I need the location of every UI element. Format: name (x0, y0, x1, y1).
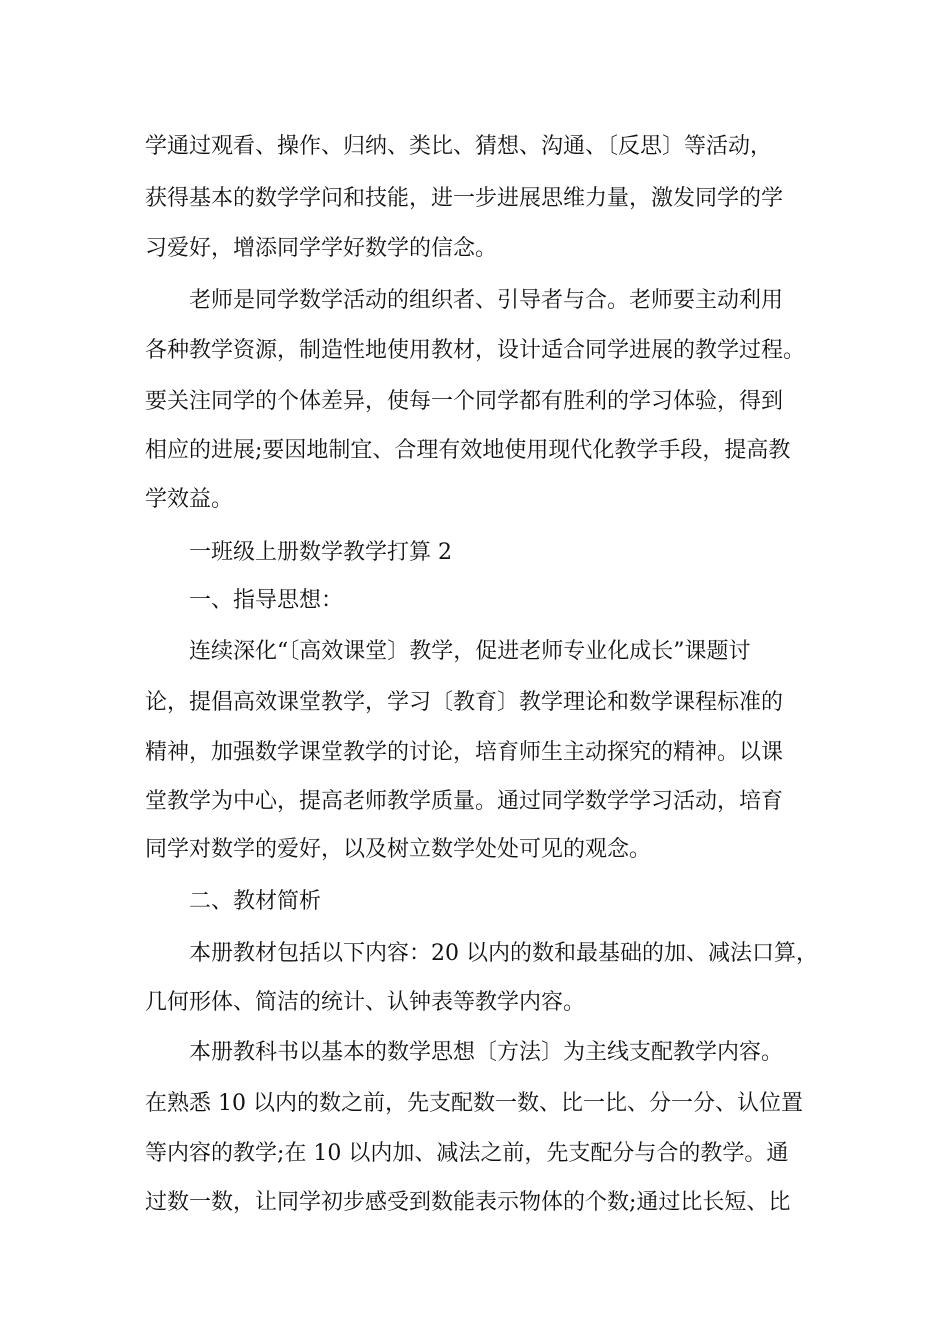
text-line: 同学对数学的爱好，以及树立数学处处可见的观念。 (145, 837, 652, 862)
text-line: 本册教科书以基本的数学思想〔方法〕为主线支配教学内容。 (189, 1040, 784, 1065)
text-line: 堂教学为中心，提高老师教学质量。通过同学数学学习活动，培育 (145, 789, 784, 814)
text-line: 本册教材包括以下内容：20 以内的数和最基础的加、减法口算， (189, 941, 818, 966)
text-line: 学通过观看、操作、归纳、类比、猜想、沟通、〔反思〕等活动， (145, 134, 773, 159)
section-heading: 一、指导思想： (189, 588, 344, 613)
text-line: 习爱好，增添同学学好数学的信念。 (145, 236, 498, 261)
section-title: 一班级上册数学教学打算 2 (189, 540, 452, 565)
text-line: 各种教学资源，制造性地使用教材，设计适合同学进展的教学过程。 (145, 338, 806, 363)
text-line: 几何形体、简洁的统计、认钟表等教学内容。 (145, 990, 586, 1015)
text-line: 获得基本的数学学问和技能，进一步进展思维力量，激发同学的学 (145, 186, 784, 211)
text-line: 过数一数，让同学初步感受到数能表示物体的个数;通过比长短、比 (145, 1190, 791, 1215)
text-line: 精神，加强数学课堂教学的讨论，培育师生主动探究的精神。以课 (145, 740, 784, 765)
text-line: 连续深化“〔高效课堂〕教学，促进老师专业化成长”课题讨 (189, 639, 751, 664)
text-line: 在熟悉 10 以内的数之前，先支配数一数、比一比、分一分、认位置 (145, 1091, 803, 1116)
text-line: 学效益。 (145, 487, 234, 512)
text-line: 论，提倡高效课堂教学，学习〔教育〕教学理论和数学课程标准的 (145, 690, 784, 715)
text-line: 等内容的教学;在 10 以内加、减法之前，先支配分与合的教学。通 (145, 1141, 789, 1166)
section-heading: 二、教材简析 (189, 889, 322, 914)
text-line: 要关注同学的个体差异，使每一个同学都有胜利的学习体验，得到 (145, 389, 784, 414)
text-line: 相应的进展;要因地制宜、合理有效地使用现代化教学手段，提高教 (145, 438, 791, 463)
text-line: 老师是同学数学活动的组织者、引导者与合。老师要主动利用 (189, 288, 784, 313)
